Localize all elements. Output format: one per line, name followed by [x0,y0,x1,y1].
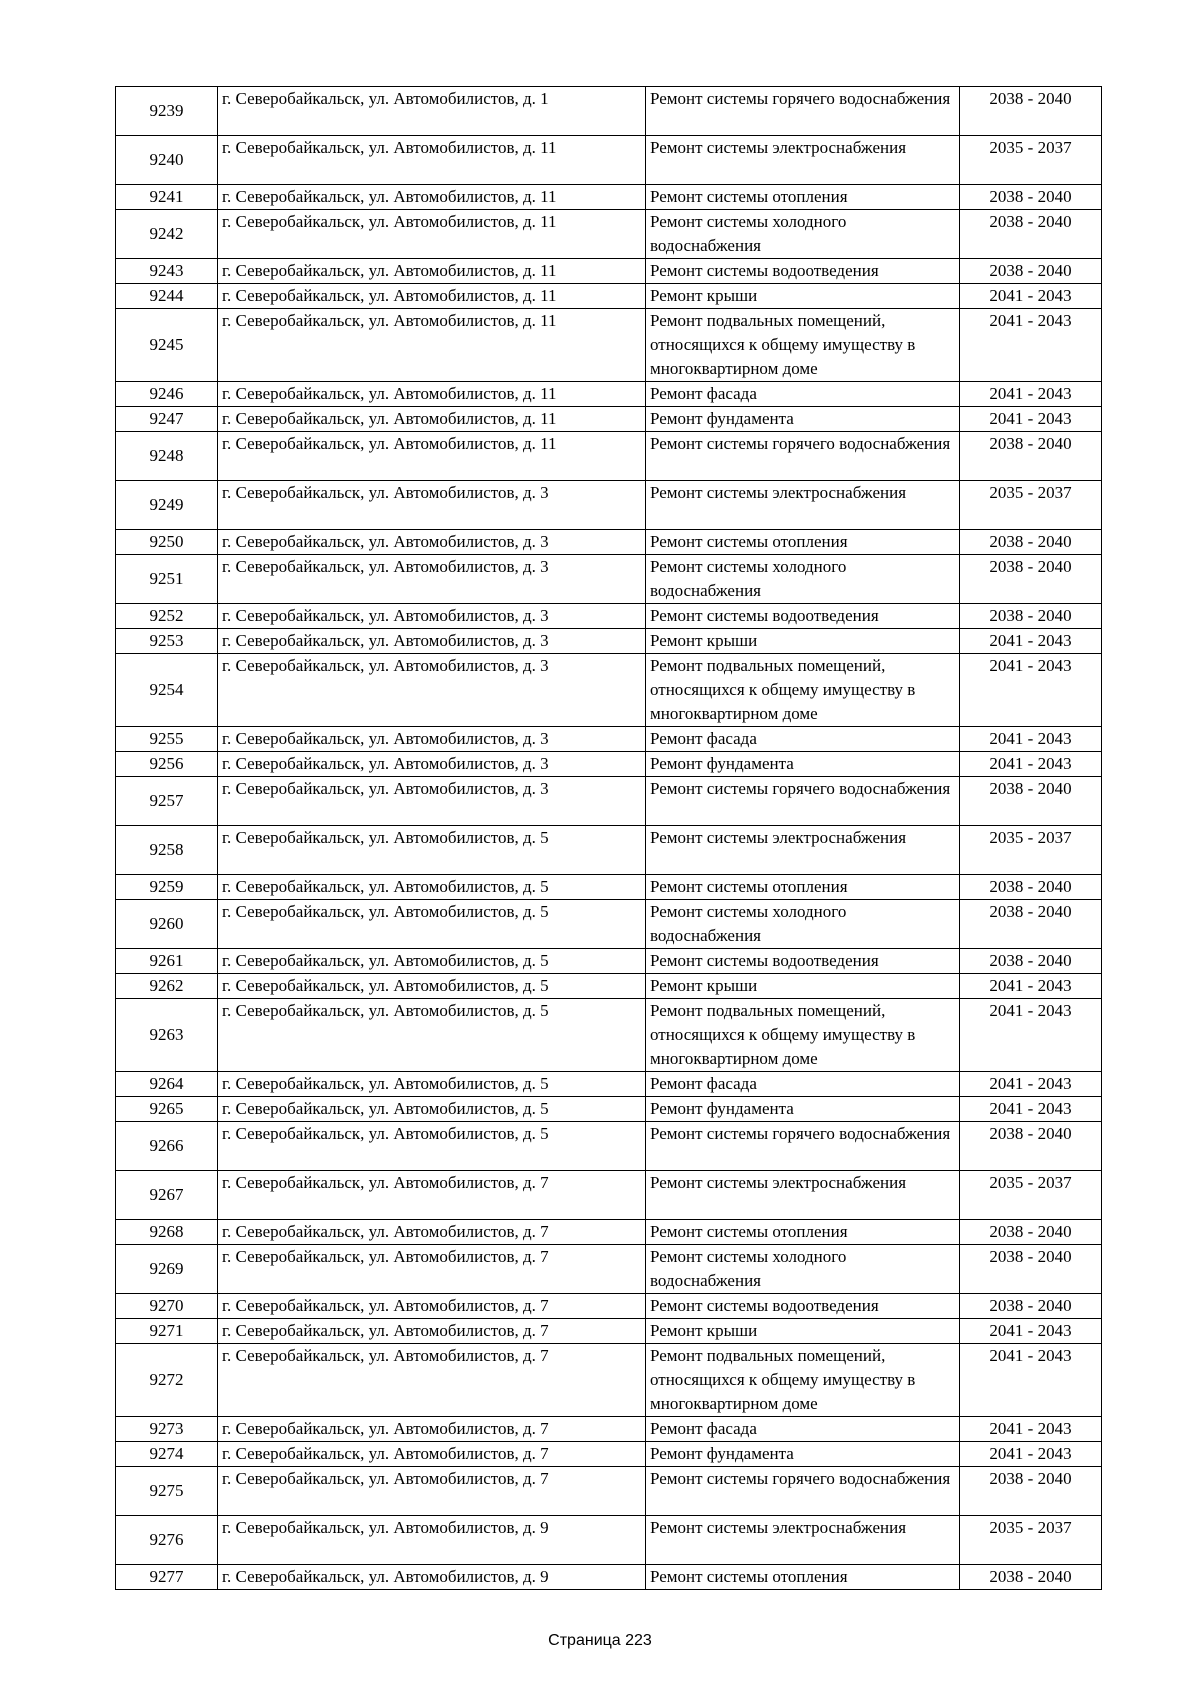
row-number-cell: 9248 [116,432,218,481]
period-cell: 2038 - 2040 [960,604,1102,629]
address-cell: г. Северобайкальск, ул. Автомобилистов, д. 5 [218,1072,646,1097]
address-cell: г. Северобайкальск, ул. Автомобилистов, д. 7 [218,1245,646,1294]
period-cell: 2038 - 2040 [960,1122,1102,1171]
table-row [116,1097,1102,1122]
table-row [116,875,1102,900]
period-cell: 2038 - 2040 [960,900,1102,949]
address-cell: г. Северобайкальск, ул. Автомобилистов, д. 7 [218,1344,646,1417]
row-number-cell: 9261 [116,949,218,974]
address-cell: г. Северобайкальск, ул. Автомобилистов, д. 11 [218,309,646,382]
work-type-cell: Ремонт системы горячего водоснабжения [646,1467,960,1516]
period-cell: 2041 - 2043 [960,654,1102,727]
work-type-cell: Ремонт фундамента [646,1442,960,1467]
period-cell: 2038 - 2040 [960,1294,1102,1319]
address-cell: г. Северобайкальск, ул. Автомобилистов, д. 11 [218,136,646,185]
table-row [116,259,1102,284]
table-row [116,1122,1102,1171]
table-row [116,284,1102,309]
period-cell: 2038 - 2040 [960,432,1102,481]
period-cell: 2038 - 2040 [960,1245,1102,1294]
row-number-cell: 9274 [116,1442,218,1467]
address-cell: г. Северобайкальск, ул. Автомобилистов, д. 5 [218,949,646,974]
period-cell: 2035 - 2037 [960,481,1102,530]
period-cell: 2041 - 2043 [960,727,1102,752]
period-cell: 2041 - 2043 [960,284,1102,309]
period-cell: 2035 - 2037 [960,826,1102,875]
row-number-cell: 9239 [116,87,218,136]
address-cell: г. Северобайкальск, ул. Автомобилистов, д. 3 [218,752,646,777]
period-cell: 2041 - 2043 [960,999,1102,1072]
row-number-cell: 9263 [116,999,218,1072]
address-cell: г. Северобайкальск, ул. Автомобилистов, д. 5 [218,999,646,1072]
address-cell: г. Северобайкальск, ул. Автомобилистов, д. 7 [218,1220,646,1245]
table-row [116,185,1102,210]
period-cell: 2038 - 2040 [960,185,1102,210]
address-cell: г. Северобайкальск, ул. Автомобилистов, д. 3 [218,481,646,530]
table-row [116,1319,1102,1344]
work-type-cell: Ремонт системы электроснабжения [646,136,960,185]
row-number-cell: 9256 [116,752,218,777]
work-type-cell: Ремонт крыши [646,629,960,654]
table-row [116,1294,1102,1319]
table-row [116,999,1102,1072]
table-row [116,826,1102,875]
work-type-cell: Ремонт системы горячего водоснабжения [646,1122,960,1171]
table-row [116,1344,1102,1417]
work-type-cell: Ремонт системы отопления [646,875,960,900]
work-type-cell: Ремонт системы водоотведения [646,1294,960,1319]
table-row [116,136,1102,185]
work-type-cell: Ремонт системы водоотведения [646,259,960,284]
address-cell: г. Северобайкальск, ул. Автомобилистов, д. 5 [218,875,646,900]
period-cell: 2041 - 2043 [960,382,1102,407]
work-type-cell: Ремонт подвальных помещений, относящихся к общему имуществу в многоквартирном доме [646,309,960,382]
table-row [116,1467,1102,1516]
work-type-cell: Ремонт фасада [646,727,960,752]
table-row [116,629,1102,654]
address-cell: г. Северобайкальск, ул. Автомобилистов, д. 9 [218,1565,646,1590]
address-cell: г. Северобайкальск, ул. Автомобилистов, д. 11 [218,382,646,407]
work-type-cell: Ремонт подвальных помещений, относящихся к общему имуществу в многоквартирном доме [646,999,960,1072]
row-number-cell: 9270 [116,1294,218,1319]
row-number-cell: 9250 [116,530,218,555]
address-cell: г. Северобайкальск, ул. Автомобилистов, д. 5 [218,826,646,875]
period-cell: 2041 - 2043 [960,1072,1102,1097]
work-type-cell: Ремонт подвальных помещений, относящихся к общему имуществу в многоквартирном доме [646,1344,960,1417]
period-cell: 2038 - 2040 [960,875,1102,900]
period-cell: 2038 - 2040 [960,87,1102,136]
table-row [116,210,1102,259]
table-row [116,727,1102,752]
row-number-cell: 9255 [116,727,218,752]
row-number-cell: 9275 [116,1467,218,1516]
row-number-cell: 9265 [116,1097,218,1122]
table-row [116,1220,1102,1245]
period-cell: 2041 - 2043 [960,1097,1102,1122]
period-cell: 2038 - 2040 [960,1220,1102,1245]
table-row [116,1417,1102,1442]
address-cell: г. Северобайкальск, ул. Автомобилистов, д. 11 [218,432,646,481]
period-cell: 2041 - 2043 [960,974,1102,999]
page-number: Страница 223 [548,1632,652,1649]
address-cell: г. Северобайкальск, ул. Автомобилистов, д. 3 [218,555,646,604]
address-cell: г. Северобайкальск, ул. Автомобилистов, д. 11 [218,284,646,309]
work-type-cell: Ремонт системы водоотведения [646,604,960,629]
address-cell: г. Северобайкальск, ул. Автомобилистов, д. 7 [218,1467,646,1516]
row-number-cell: 9243 [116,259,218,284]
row-number-cell: 9269 [116,1245,218,1294]
row-number-cell: 9260 [116,900,218,949]
table-row [116,1516,1102,1565]
address-cell: г. Северобайкальск, ул. Автомобилистов, д. 1 [218,87,646,136]
table-row [116,1245,1102,1294]
row-number-cell: 9246 [116,382,218,407]
work-type-cell: Ремонт системы холодного водоснабжения [646,555,960,604]
work-type-cell: Ремонт крыши [646,974,960,999]
table-row [116,1565,1102,1590]
address-cell: г. Северобайкальск, ул. Автомобилистов, д. 11 [218,407,646,432]
work-type-cell: Ремонт системы отопления [646,1220,960,1245]
row-number-cell: 9245 [116,309,218,382]
address-cell: г. Северобайкальск, ул. Автомобилистов, д. 3 [218,530,646,555]
row-number-cell: 9273 [116,1417,218,1442]
address-cell: г. Северобайкальск, ул. Автомобилистов, д. 3 [218,727,646,752]
row-number-cell: 9252 [116,604,218,629]
period-cell: 2041 - 2043 [960,1417,1102,1442]
address-cell: г. Северобайкальск, ул. Автомобилистов, д. 7 [218,1442,646,1467]
row-number-cell: 9276 [116,1516,218,1565]
period-cell: 2035 - 2037 [960,136,1102,185]
table-row [116,382,1102,407]
address-cell: г. Северобайкальск, ул. Автомобилистов, д. 3 [218,629,646,654]
row-number-cell: 9242 [116,210,218,259]
address-cell: г. Северобайкальск, ул. Автомобилистов, д. 7 [218,1294,646,1319]
work-type-cell: Ремонт фасада [646,1072,960,1097]
address-cell: г. Северобайкальск, ул. Автомобилистов, д. 3 [218,777,646,826]
work-type-cell: Ремонт фасада [646,382,960,407]
table-row [116,407,1102,432]
period-cell: 2041 - 2043 [960,1442,1102,1467]
table-row [116,1171,1102,1220]
address-cell: г. Северобайкальск, ул. Автомобилистов, д. 7 [218,1171,646,1220]
work-type-cell: Ремонт системы холодного водоснабжения [646,900,960,949]
work-type-cell: Ремонт системы электроснабжения [646,481,960,530]
work-type-cell: Ремонт системы электроснабжения [646,1171,960,1220]
row-number-cell: 9258 [116,826,218,875]
row-number-cell: 9240 [116,136,218,185]
table-row [116,654,1102,727]
work-type-cell: Ремонт подвальных помещений, относящихся к общему имуществу в многоквартирном доме [646,654,960,727]
row-number-cell: 9253 [116,629,218,654]
table-row [116,604,1102,629]
address-cell: г. Северобайкальск, ул. Автомобилистов, д. 11 [218,259,646,284]
table-row [116,87,1102,136]
work-type-cell: Ремонт фундамента [646,407,960,432]
row-number-cell: 9259 [116,875,218,900]
work-type-cell: Ремонт системы электроснабжения [646,1516,960,1565]
period-cell: 2038 - 2040 [960,530,1102,555]
work-type-cell: Ремонт системы отопления [646,1565,960,1590]
row-number-cell: 9251 [116,555,218,604]
row-number-cell: 9267 [116,1171,218,1220]
table-row [116,900,1102,949]
row-number-cell: 9277 [116,1565,218,1590]
address-cell: г. Северобайкальск, ул. Автомобилистов, д. 9 [218,1516,646,1565]
period-cell: 2035 - 2037 [960,1171,1102,1220]
row-number-cell: 9262 [116,974,218,999]
table-row [116,1442,1102,1467]
work-type-cell: Ремонт крыши [646,284,960,309]
table-body [116,87,1102,1590]
address-cell: г. Северобайкальск, ул. Автомобилистов, д. 7 [218,1319,646,1344]
period-cell: 2038 - 2040 [960,777,1102,826]
work-type-cell: Ремонт системы холодного водоснабжения [646,1245,960,1294]
period-cell: 2038 - 2040 [960,555,1102,604]
address-cell: г. Северобайкальск, ул. Автомобилистов, д. 5 [218,974,646,999]
period-cell: 2041 - 2043 [960,1319,1102,1344]
address-cell: г. Северобайкальск, ул. Автомобилистов, д. 5 [218,900,646,949]
work-type-cell: Ремонт фундамента [646,752,960,777]
work-type-cell: Ремонт системы горячего водоснабжения [646,432,960,481]
repair-schedule-table-wrapper [115,86,1101,1590]
row-number-cell: 9249 [116,481,218,530]
table-row [116,1072,1102,1097]
address-cell: г. Северобайкальск, ул. Автомобилистов, д. 5 [218,1122,646,1171]
period-cell: 2038 - 2040 [960,210,1102,259]
row-number-cell: 9264 [116,1072,218,1097]
period-cell: 2038 - 2040 [960,259,1102,284]
period-cell: 2041 - 2043 [960,629,1102,654]
table-row [116,949,1102,974]
period-cell: 2041 - 2043 [960,309,1102,382]
row-number-cell: 9271 [116,1319,218,1344]
address-cell: г. Северобайкальск, ул. Автомобилистов, д. 11 [218,185,646,210]
work-type-cell: Ремонт фундамента [646,1097,960,1122]
work-type-cell: Ремонт системы отопления [646,185,960,210]
table-row [116,432,1102,481]
work-type-cell: Ремонт системы электроснабжения [646,826,960,875]
period-cell: 2038 - 2040 [960,1467,1102,1516]
row-number-cell: 9254 [116,654,218,727]
period-cell: 2038 - 2040 [960,949,1102,974]
address-cell: г. Северобайкальск, ул. Автомобилистов, д. 7 [218,1417,646,1442]
period-cell: 2041 - 2043 [960,752,1102,777]
table-row [116,309,1102,382]
repair-schedule-table [115,86,1102,1590]
address-cell: г. Северобайкальск, ул. Автомобилистов, д. 11 [218,210,646,259]
row-number-cell: 9257 [116,777,218,826]
work-type-cell: Ремонт системы водоотведения [646,949,960,974]
row-number-cell: 9266 [116,1122,218,1171]
row-number-cell: 9272 [116,1344,218,1417]
row-number-cell: 9268 [116,1220,218,1245]
period-cell: 2041 - 2043 [960,407,1102,432]
address-cell: г. Северобайкальск, ул. Автомобилистов, д. 5 [218,1097,646,1122]
table-row [116,530,1102,555]
work-type-cell: Ремонт системы холодного водоснабжения [646,210,960,259]
row-number-cell: 9244 [116,284,218,309]
table-row [116,752,1102,777]
row-number-cell: 9241 [116,185,218,210]
period-cell: 2041 - 2043 [960,1344,1102,1417]
work-type-cell: Ремонт системы горячего водоснабжения [646,777,960,826]
table-row [116,777,1102,826]
table-row [116,481,1102,530]
work-type-cell: Ремонт крыши [646,1319,960,1344]
period-cell: 2038 - 2040 [960,1565,1102,1590]
row-number-cell: 9247 [116,407,218,432]
table-row [116,974,1102,999]
address-cell: г. Северобайкальск, ул. Автомобилистов, д. 3 [218,654,646,727]
work-type-cell: Ремонт системы отопления [646,530,960,555]
address-cell: г. Северобайкальск, ул. Автомобилистов, д. 3 [218,604,646,629]
work-type-cell: Ремонт фасада [646,1417,960,1442]
table-row [116,555,1102,604]
period-cell: 2035 - 2037 [960,1516,1102,1565]
work-type-cell: Ремонт системы горячего водоснабжения [646,87,960,136]
